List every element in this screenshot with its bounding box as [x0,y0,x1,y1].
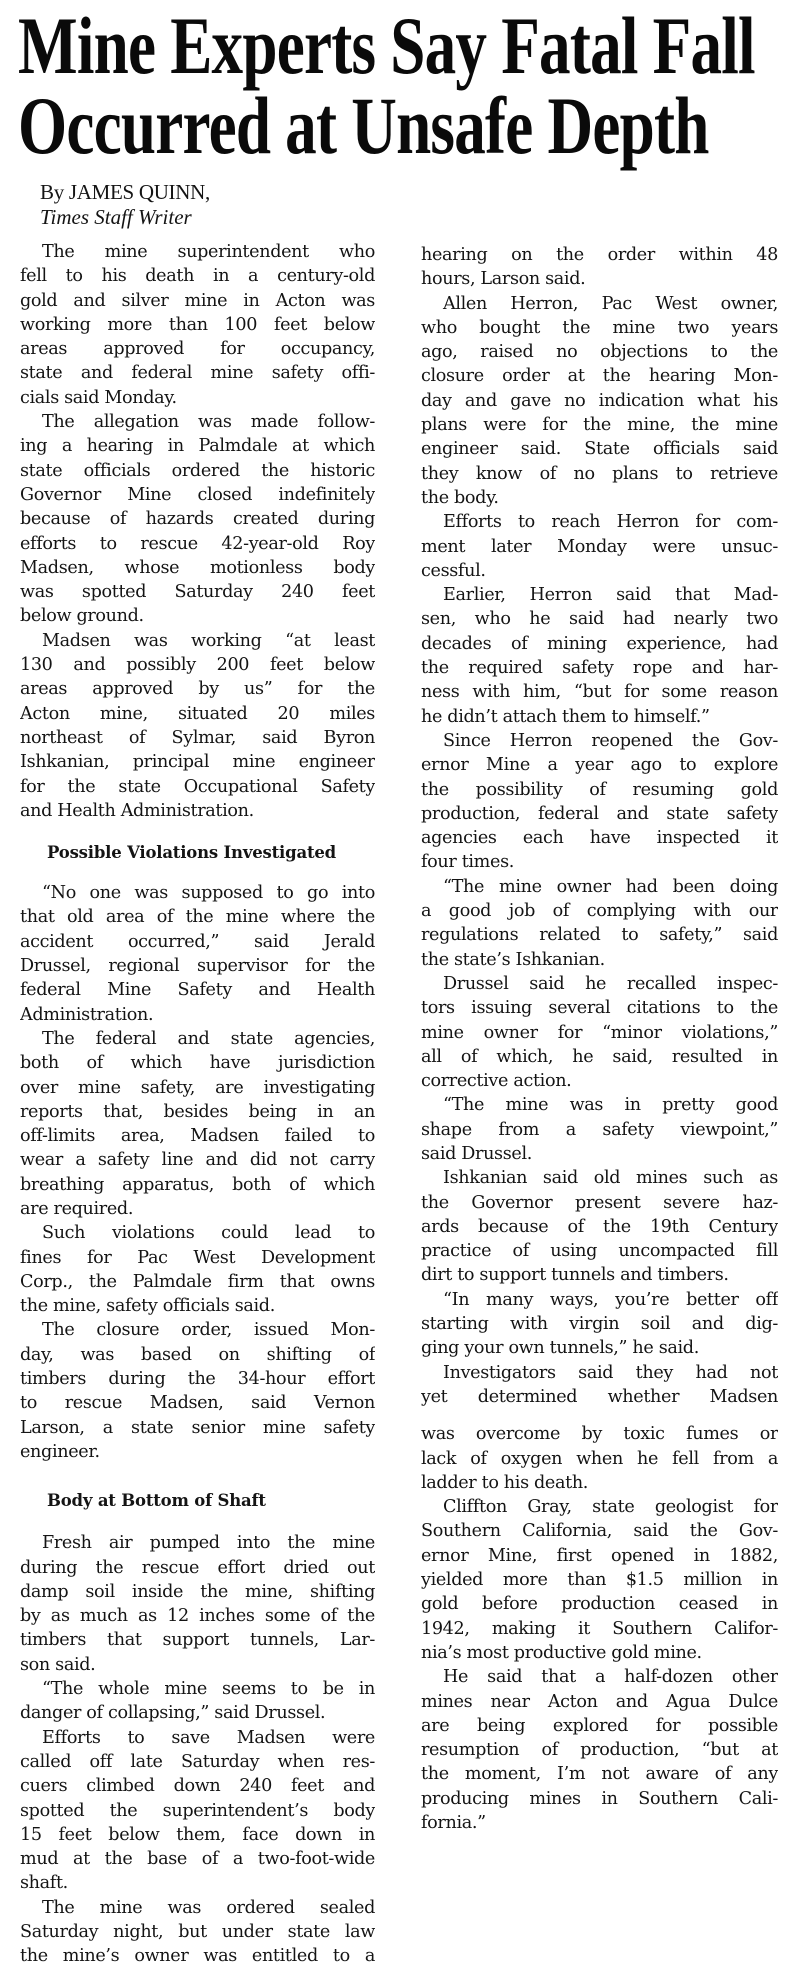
text-line: over mine safety, are investigating [20,1077,375,1098]
article-paragraph [421,1665,778,1835]
text-line: day and gave no indication what his [421,390,778,411]
article-paragraph [421,875,778,972]
text-line: resumption of production, “but at [421,1740,778,1761]
article-paragraph [20,410,375,629]
text-line: nia’s most productive gold mine. [421,1642,702,1663]
text-line: fell to his death in a century-old [20,266,375,287]
text-line: Corp., the Palmdale firm that owns [20,1271,375,1292]
text-line: fines for Pac West Development [20,1247,375,1268]
article-paragraph [20,1677,375,1726]
text-line: 15 feet below them, face down in [20,1824,375,1845]
text-line: was spotted Saturday 240 feet [20,582,375,603]
text-line: ago, raised no objections to the [421,342,778,363]
article-paragraph [421,243,778,292]
text-line: the required safety rope and har- [421,658,778,679]
text-line: efforts to rescue 42-year-old Roy [20,533,375,554]
text-line: mines near Acton and Agua Dulce [421,1691,778,1712]
text-line: areas approved by us” for the [20,679,375,700]
text-line: danger of collapsing,” said Drussel. [20,1703,326,1724]
text-line: below ground. [20,606,144,627]
text-line: by as much as 12 inches some of the [20,1606,375,1627]
text-line: gold before production ceased in [421,1594,778,1615]
text-line: plans were for the mine, the mine [421,415,778,436]
text-line: He said that a half-dozen other [443,1667,778,1688]
article-paragraph [421,1166,778,1287]
article-paragraph [20,1027,375,1221]
text-line: hours, Larson said. [421,269,586,290]
text-line: regulations related to safety,” said [421,925,778,946]
text-line: the possibility of resuming gold [421,779,778,800]
text-line: cuers climbed down 240 feet and [20,1776,375,1797]
text-line: Such violations could lead to [42,1223,375,1244]
article-paragraph [421,583,778,729]
text-line: ing a hearing in Palmdale at which [20,436,375,457]
text-line: corrective action. [421,1071,572,1092]
text-line: mud at the base of a two-foot-wide [20,1849,375,1870]
article-column-left [20,240,375,1969]
text-line: federal Mine Safety and Health [20,980,375,1001]
text-line: to rescue Madsen, said Vernon [20,1393,375,1414]
text-line: Ishkanian said old mines such as [443,1168,778,1189]
text-line: the moment, I’m not aware of any [421,1764,778,1785]
text-line: engineer said. State officials said [421,439,778,460]
byline [40,180,210,229]
text-line: reports that, besides being in an [20,1101,375,1122]
text-line: “The mine owner had been doing [443,876,778,897]
text-line: The allegation was made follow- [42,412,375,433]
text-line: “The whole mine seems to be in [42,1679,375,1700]
text-line: mine owner for “minor violations,” [421,1022,778,1043]
article-paragraph [20,881,375,1027]
headline-line-1: Mine Experts Say Fatal Fall [18,0,755,91]
text-line: Investigators said they had not [443,1362,778,1383]
text-line: Saturday night, but under state law [20,1922,375,1942]
text-line: Allen Herron, Pac West owner, [443,293,778,314]
text-line: Fresh air pumped into the mine [42,1533,375,1554]
text-line: state officials ordered the historic [20,460,375,481]
text-line: ernor Mine a year ago to explore [421,755,778,776]
text-line: The mine superintendent who [42,242,375,262]
text-line: engineer. [20,1441,100,1462]
text-line: closure order at the hearing Mon- [421,366,778,387]
article-paragraph [421,1495,778,1665]
text-line: ernor Mine, first opened in 1882, [421,1545,778,1566]
text-line: fornia.” [421,1813,486,1833]
text-line: shape from a safety viewpoint,” [421,1119,778,1140]
text-line: cessful. [421,560,486,581]
text-line: practice of using uncompacted fill [421,1241,778,1262]
headline-line-2: Occurred at Unsafe Depth [18,80,709,171]
text-line: yet determined whether Madsen [421,1386,778,1407]
text-line: wear a safety line and did not carry [20,1150,375,1171]
text-line: all of which, he said, resulted in [421,1046,778,1067]
text-line: because of hazards created during [20,509,375,530]
text-line: hearing on the order within 48 [421,245,778,265]
byline-author: By JAMES QUINN, [40,180,210,204]
text-line: 130 and possibly 200 feet below [20,655,375,676]
text-line: ness with him, “but for some reason [421,682,778,703]
text-line: timbers during the 34-hour effort [20,1369,375,1390]
text-line: the state’s Ishkanian. [421,949,605,970]
text-line: day, was based on shifting of [20,1344,375,1365]
article-paragraph [20,240,375,410]
text-line: four times. [421,852,515,873]
article-paragraph [421,1288,778,1361]
text-line: damp soil inside the mine, shifting [20,1581,375,1602]
article-paragraph [20,1531,375,1677]
text-line: the mine’s owner was entitled to a [20,1946,375,1967]
text-line: Since Herron reopened the Gov- [443,730,778,751]
text-line: ards because of the 19th Century [421,1216,778,1237]
text-line: son said. [20,1654,96,1675]
text-line: Efforts to reach Herron for com- [443,512,778,533]
text-line: he didn’t attach them to himself.” [421,706,710,727]
text-line: working more than 100 feet below [20,314,375,335]
text-line: the Governor present severe haz- [421,1192,778,1213]
text-line: for the state Occupational Safety [20,776,375,797]
article-paragraph [421,510,778,583]
text-line: Cliffton Gray, state geologist for [443,1497,778,1518]
text-line: tors issuing several citations to the [421,998,778,1019]
text-line: and Health Administration. [20,800,254,821]
article-paragraph [20,1318,375,1464]
article-paragraph [421,729,778,875]
text-line: northeast of Sylmar, said Byron [20,727,375,748]
text-line: Governor Mine closed indefinitely [20,484,375,505]
text-line: yielded more than $1.5 million in [421,1570,778,1591]
text-line: Madsen, whose motionless body [20,557,375,578]
text-line: The federal and state agencies, [42,1028,375,1049]
article-paragraph [20,1896,375,1969]
text-line: Madsen was working “at least [42,630,375,651]
text-line: was overcome by toxic fumes or [421,1424,778,1445]
text-line: a good job of complying with our [421,901,778,922]
text-line: The closure order, issued Mon- [42,1320,375,1341]
article-paragraph [421,1361,778,1495]
text-line: accident occurred,” said Jerald [20,931,375,952]
byline-role: Times Staff Writer [40,205,192,229]
text-line: are required. [20,1198,134,1219]
article-paragraph [421,292,778,511]
text-line: producing mines in Southern Cali- [421,1788,778,1809]
column-gap [421,1409,778,1422]
text-line: Acton mine, situated 20 miles [20,703,375,724]
text-line: production, federal and state safety [421,803,778,824]
text-line: the mine, safety officials said. [20,1296,275,1317]
text-line: timbers that support tunnels, Lar- [20,1630,375,1651]
article-paragraph [421,972,778,1093]
text-line: ment later Monday were unsuc- [421,536,778,557]
text-line: during the rescue effort dried out [20,1557,375,1578]
text-line: breathing apparatus, both of which [20,1174,375,1195]
text-line: “No one was supposed to go into [42,883,375,904]
text-line: they know of no plans to retrieve [421,463,778,484]
text-line: Efforts to save Madsen were [42,1727,375,1748]
headline [18,0,788,171]
text-line: lack of oxygen when he fell from a [421,1448,778,1469]
text-line: Earlier, Herron said that Mad- [443,585,778,606]
text-line: ging your own tunnels,” he said. [421,1338,699,1359]
article-column-right [421,243,778,1835]
text-line: “In many ways, you’re better off [443,1289,778,1310]
text-line: starting with virgin soil and dig- [421,1314,778,1335]
text-line: Administration. [20,1004,154,1025]
article-paragraph [20,1221,375,1318]
section-subhead: Body at Bottom of Shaft [47,1491,266,1511]
text-line: The mine was ordered sealed [42,1897,375,1918]
text-line: said Drussel. [421,1143,532,1164]
text-line: Drussel said he recalled inspec- [443,973,778,994]
text-line: ladder to his death. [421,1472,589,1493]
text-line: areas approved for occupancy, [20,339,375,360]
text-line: both of which have jurisdiction [20,1053,375,1074]
text-line: that old area of the mine where the [20,907,375,928]
text-line: 1942, making it Southern Califor- [421,1618,778,1639]
text-line: off-limits area, Madsen failed to [20,1126,375,1147]
text-line: sen, who he said had nearly two [421,609,778,630]
text-line: are being explored for possible [421,1715,778,1736]
text-line: Ishkanian, principal mine engineer [20,752,375,773]
text-line: dirt to support tunnels and timbers. [421,1265,729,1286]
text-line: called off late Saturday when res- [20,1751,375,1772]
text-line: agencies each have inspected it [421,828,778,849]
text-line: state and federal mine safety offi- [20,363,375,384]
text-line: who bought the mine two years [421,317,778,338]
section-subhead: Possible Violations Investigated [47,843,336,863]
text-line: Larson, a state senior mine safety [20,1417,375,1438]
text-line: Southern California, said the Gov- [421,1521,778,1542]
text-line: decades of mining experience, had [421,633,778,654]
text-line: shaft. [20,1873,68,1894]
article-paragraph [421,1093,778,1166]
text-line: gold and silver mine in Acton was [20,290,375,311]
article-paragraph [20,629,375,823]
article-paragraph [20,1726,375,1896]
text-line: cials said Monday. [20,387,177,408]
text-line: “The mine was in pretty good [443,1095,778,1116]
text-line: the body. [421,487,499,508]
text-line: spotted the superintendent’s body [20,1800,375,1821]
text-line: Drussel, regional supervisor for the [20,956,375,977]
